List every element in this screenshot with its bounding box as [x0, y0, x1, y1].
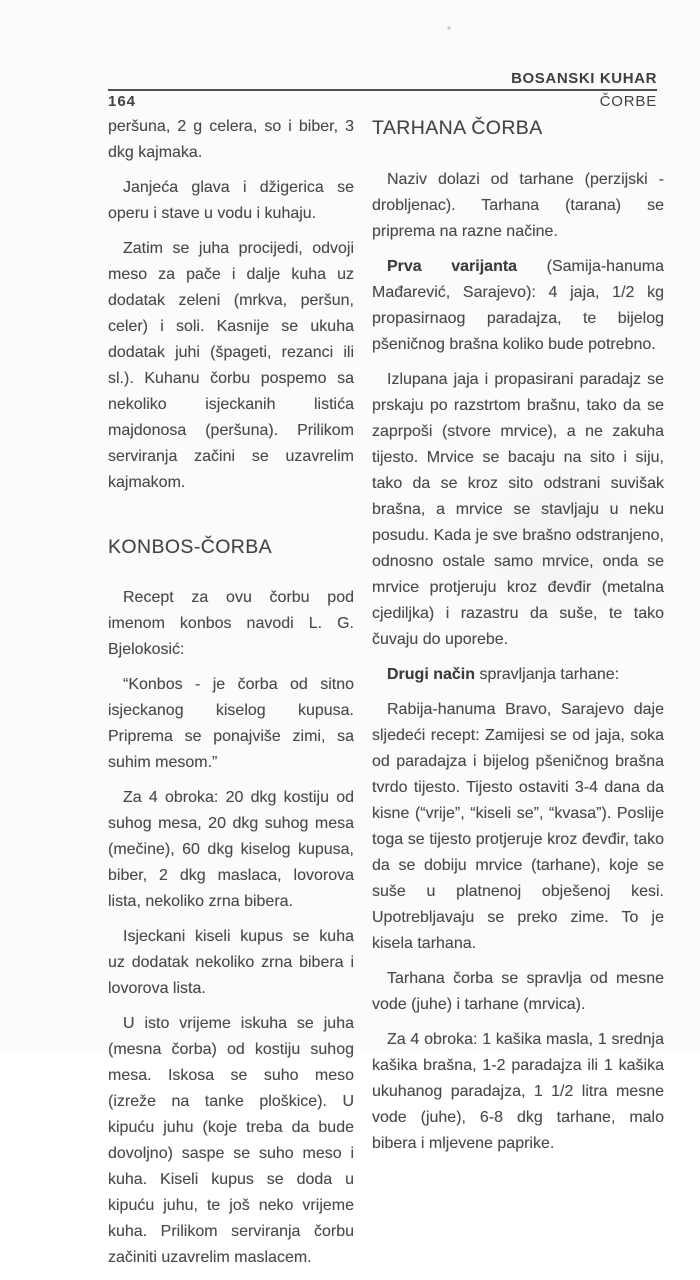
- page-header: [108, 70, 657, 110]
- text-columns: [108, 114, 664, 1280]
- paragraph: Recept za ovu čorbu pod imenom konbos navodi L. G. Bjelokosić:: [108, 589, 354, 658]
- paragraph-text: (Samija-hanuma Mađarević, Sarajevo): 4 jaja, 1/2 kg propasirnaog paradajza, te bijelog pšeničnog brašna koliko bude potrebno.: [372, 258, 664, 353]
- paragraph: Rabija-hanuma Bravo, Sarajevo daje sljedeći recept: Zamijesi se od jaja, soka od paradajza i bijelog pšeničnog brašna tvrdo tijesto. Tijesto ostaviti 3-4 dana da kisne (“vrije”, “kiseli se”, “kvasa”). Poslije toga se tijesto protjeruje kroz đevđir, tako da se dobiju mrvice (tarhane), koje se suše u platnenoj obješenoj kesi. Upotrebljavaju se preko zime. To je kisela tarhana.: [372, 701, 664, 952]
- paragraph-variant-1: [372, 254, 664, 358]
- header-bottom-row: [108, 93, 657, 110]
- paragraph: Zatim se juha procijedi, odvoji meso za pače i dalje kuha uz dodatak zeleni (mrkva, peršun, celer) i soli. Kasnije se ukuha dodatak juhi (špageti, rezanci ili sl.). Kuhanu čorbu pospemo sa nekoliko isjeckanih listića majdonosa (peršuna). Prilikom serviranja začini se uzavrelim kajmakom.: [108, 240, 354, 491]
- paragraph: U isto vrijeme iskuha se juha (mesna čorba) od kostiju suhog mesa. Iskosa se suho meso (izreže na tanke ploškice). U kipuću juhu (koje treba da bude dovoljno) saspe se suho meso i kuha. Kiseli kupus se doda u kipuću juhu, te još neko vrijeme kuha. Prilikom serviranja čorbu začiniti uzavrelim maslacem.: [108, 1015, 354, 1266]
- right-column: [372, 114, 664, 1280]
- recipe-heading-konbos-corba: KONBOS-ČORBA: [108, 536, 273, 558]
- bold-lead-prva-varijanta: Prva varijanta: [387, 258, 518, 275]
- paragraph-quote: “Konbos - je čorba od sitno isjeckanog kiselog kupusa. Priprema se ponajviše zimi, sa suhim mesom.”: [108, 676, 354, 771]
- paragraph: Tarhana čorba se spravlja od mesne vode (juhe) i tarhane (mrvica).: [372, 970, 664, 1013]
- left-column: [108, 114, 354, 1280]
- paragraph-continuation: peršuna, 2 g celera, so i biber, 3 dkg kajmaka.: [108, 118, 354, 161]
- paragraph-variant-2: [372, 662, 664, 688]
- header-rule: [108, 89, 657, 91]
- page-number: 164: [108, 93, 137, 110]
- paragraph: Naziv dolazi od tarhane (perzijski - drobljenac). Tarhana (tarana) se priprema na razne načine.: [372, 171, 664, 240]
- paragraph: Izlupana jaja i propasirani paradajz se prskaju po razstrtom brašnu, tako da se zaprpoši (stvore mrvice), a ne zakuha tijesto. Mrvice se bacaju na sito i siju, tako da se kroz sito odstrani suvišak brašna, a mrvice se stavljaju u neku posudu. Kada je sve brašno odstranjeno, odnosno ostale samo mrvice, onda se mrvice protjeruju kroz đevđir (metalna cjediljka) i razastru da suše, te tako čuvaju do uporebe.: [372, 371, 664, 648]
- recipe-heading-tarhana-corba: TARHANA ČORBA: [372, 117, 543, 139]
- paragraph-ingredients: Za 4 obroka: 20 dkg kostiju od suhog mesa, 20 dkg suhog mesa (mečine), 60 dkg kiselog kupusa, biber, 2 dkg maslaca, lovorova lista, nekoliko zrna bibera.: [108, 789, 354, 910]
- paragraph-ingredients: Za 4 obroka: 1 kašika masla, 1 srednja kašika brašna, 1-2 paradajza ili 1 kašika ukuhanog paradajza, 1 1/2 litra mesne vode (juhe), 6-8 dkg tarhane, malo bibera i mljevene paprike.: [372, 1031, 664, 1152]
- book-title: BOSANSKI KUHAR: [511, 70, 657, 87]
- paragraph-text: spravljanja tarhane:: [475, 666, 620, 683]
- section-title: ČORBE: [599, 93, 657, 110]
- paragraph: Janjeća glava i džigerica se operu i stave u vodu i kuhaju.: [108, 179, 354, 222]
- bold-lead-drugi-nacin: Drugi način: [387, 666, 476, 683]
- paragraph: Isjeckani kiseli kupus se kuha uz dodatak nekoliko zrna bibera i lovorova lista.: [108, 928, 354, 997]
